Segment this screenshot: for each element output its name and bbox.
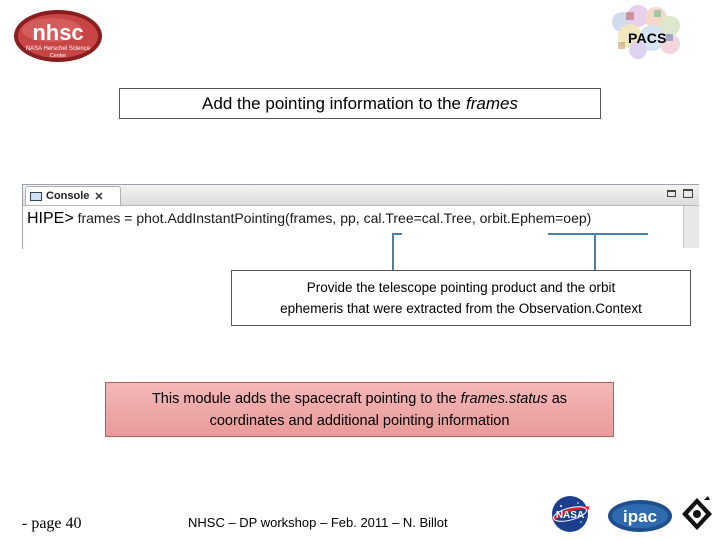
connector-line-right — [594, 234, 596, 271]
console-body[interactable] — [23, 206, 683, 248]
module-line-1-italic: frames.status — [460, 390, 548, 407]
console-scrollbar[interactable] — [683, 206, 699, 248]
pacs-logo — [608, 4, 684, 62]
module-line-2: coordinates and additional pointing information — [209, 412, 510, 429]
console-panel — [22, 184, 699, 249]
console-command-line — [27, 210, 591, 228]
console-icon — [30, 192, 42, 201]
module-line-1-pre: This module adds the spacecraft pointing to the — [151, 390, 457, 407]
footer-credit: NHSC – DP workshop – Feb. 2011 – N. Billot — [188, 515, 448, 530]
connector-bracket-right — [548, 233, 648, 235]
nhsc-logo-text: nhsc — [32, 20, 84, 45]
minimize-icon[interactable] — [667, 190, 676, 197]
nhsc-logo-subtext: NASA Herschel Science — [25, 46, 91, 52]
nasa-logo — [547, 494, 593, 534]
slide-title — [119, 88, 601, 119]
connector-line-left — [392, 234, 394, 271]
console-tab-bar — [23, 185, 699, 206]
module-description-box — [105, 382, 614, 437]
console-tab-label: Console — [46, 190, 90, 202]
ipac-logo-text: ipac — [622, 507, 658, 526]
close-icon[interactable]: ✕ — [94, 190, 104, 203]
slide-title-italic: frames — [465, 93, 518, 113]
callout-line-1: Provide the telescope pointing product and the orbit — [306, 280, 616, 295]
nasa-logo-text: NASA — [555, 510, 585, 521]
console-tab[interactable] — [25, 186, 121, 205]
module-line-1-post: as — [551, 390, 568, 407]
pacs-logo-text: PACS — [628, 30, 667, 46]
nhsc-logo — [12, 8, 104, 64]
callout-box — [231, 270, 691, 326]
maximize-icon[interactable] — [683, 189, 693, 198]
slide-title-text: Add the pointing information to the — [202, 93, 461, 113]
module-line-1 — [152, 388, 567, 410]
ipac-logo — [607, 498, 673, 534]
page-number: - page 40 — [22, 515, 82, 532]
console-prompt: HIPE> — [27, 210, 74, 227]
spitzer-logo — [678, 494, 716, 534]
console-command: frames = phot.AddInstantPointing(frames, pp, cal.Tree=cal.Tree, orbit.Ephem=oep) — [73, 210, 592, 226]
callout-line-2: ephemeris that were extracted from the Observation.Context — [280, 301, 642, 316]
nhsc-logo-subtext-2: Center — [49, 53, 67, 59]
